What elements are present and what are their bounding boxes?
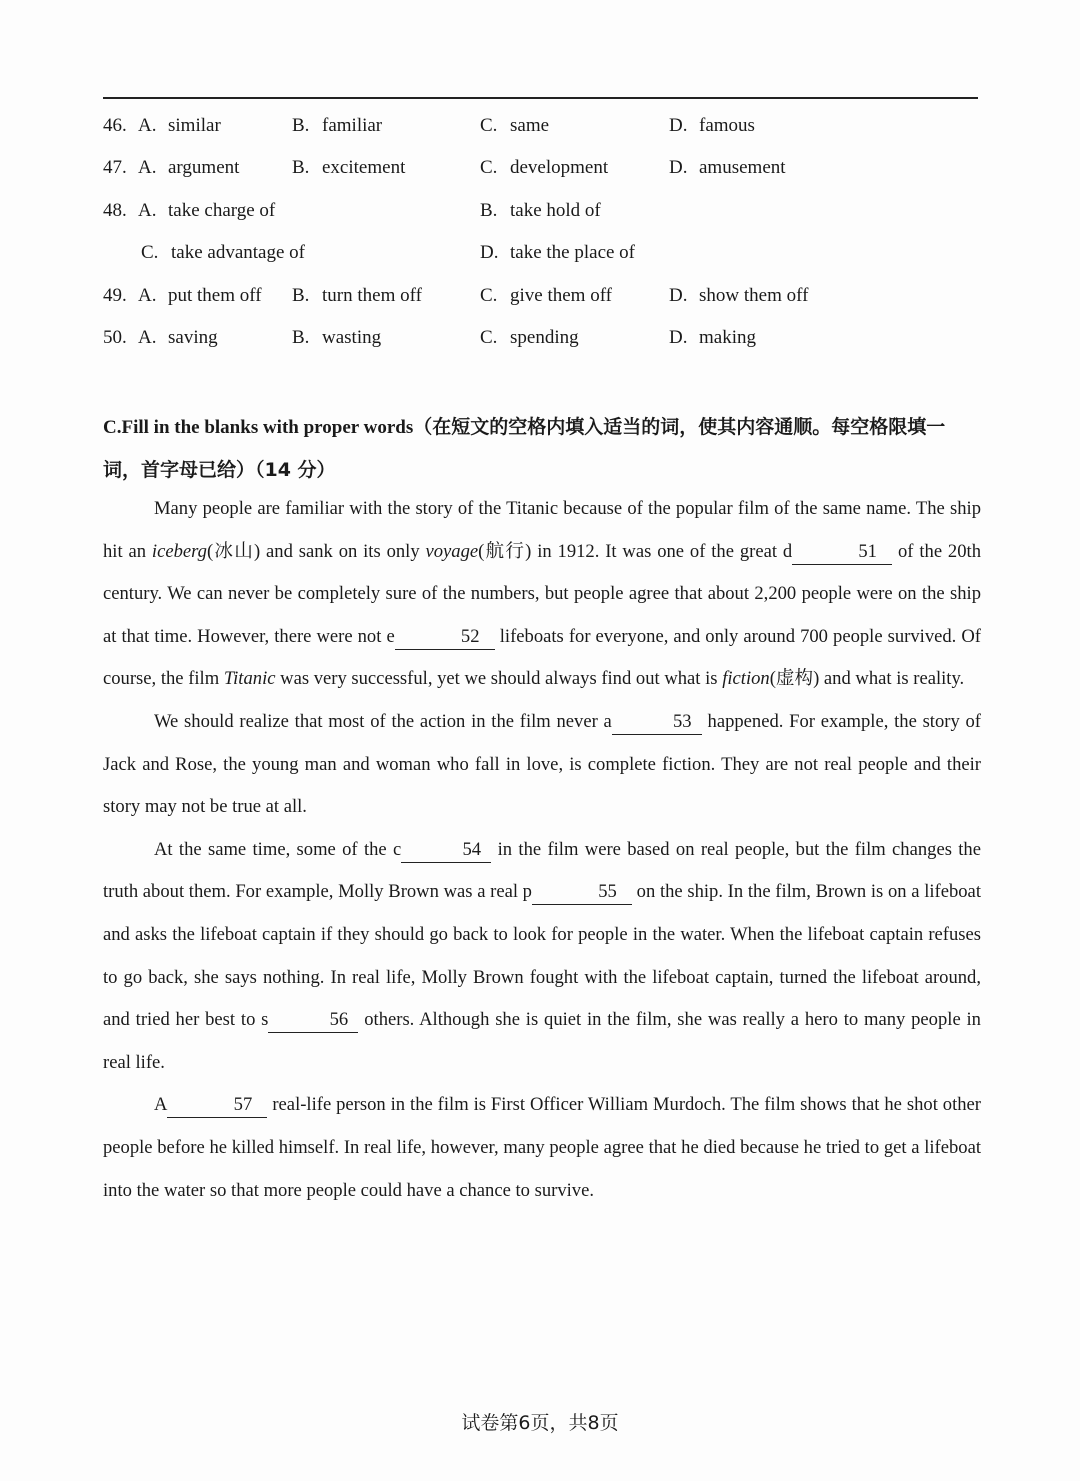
option-a[interactable]: A. saving — [138, 327, 218, 348]
option-d[interactable]: D. famous — [669, 115, 755, 136]
paragraph-4: A 57 real-life person in the film is First Officer William Murdoch. The film shows that he shot other people before he killed himself. In real life, however, many people agree that he died because he tried to get a lifeboat into the water so that more people could have a chance to survive. — [103, 1094, 981, 1201]
option-c[interactable]: C. take advantage of — [141, 242, 305, 263]
blank-54[interactable]: 54 — [401, 838, 491, 863]
top-divider — [103, 97, 978, 99]
blank-52[interactable]: 52 — [395, 625, 495, 650]
option-b[interactable]: B. turn them off — [292, 285, 422, 306]
option-b[interactable]: B. take hold of — [480, 200, 601, 221]
question-number: 48. — [103, 200, 127, 221]
option-d[interactable]: D. show them off — [669, 285, 809, 306]
option-a[interactable]: A. take charge of — [138, 200, 276, 221]
question-number: 49. — [103, 285, 127, 306]
option-d[interactable]: D. take the place of — [480, 242, 636, 263]
option-c[interactable]: C. same — [480, 115, 550, 136]
question-number: 50. — [103, 327, 127, 348]
option-d[interactable]: D. making — [669, 327, 756, 348]
paragraph-1: Many people are familiar with the story of the Titanic because of the popular film of the same name. The ship hit an iceberg(冰山) and sank on its only voyage(航行) in 1912. It was one of the great d 51 of the 20th century. We can never be completely sure of the numbers, but people agree that about 2,200 people were on the ship at that time. However, there were not e 52 lifeboats for everyone, and only around 700 people survived. Of course, the film Titanic was very successful, yet we should always find out what is fiction(虚构) and what is reality. — [103, 498, 981, 690]
option-a[interactable]: A. similar — [138, 115, 221, 136]
section-title-english: C.Fill in the blanks with proper words — [103, 417, 414, 438]
question-number: 47. — [103, 157, 127, 178]
question-47 — [0, 153, 1080, 183]
cloze-passage — [103, 488, 981, 1212]
blank-57[interactable]: 57 — [167, 1093, 267, 1118]
blank-51[interactable]: 51 — [792, 540, 892, 565]
option-d[interactable]: D. amusement — [669, 157, 786, 178]
option-c[interactable]: C. spending — [480, 327, 579, 348]
option-a[interactable]: A. argument — [138, 157, 240, 178]
question-number: 46. — [103, 115, 127, 136]
question-49 — [0, 281, 1080, 311]
paragraph-3: At the same time, some of the c 54 in the film were based on real people, but the film changes the truth about them. For example, Molly Brown was a real p 55 on the ship. In the film, Brown is on a lifeboat and asks the lifeboat captain if they should go back to look for people in the water. When the lifeboat captain refuses to go back, she says nothing. In real life, Molly Brown fought with the lifeboat captain, turned the lifeboat around, and tried her best to s 56 others. Although she is quiet in the film, she was really a hero to many people in real life. — [103, 838, 981, 1073]
page-footer: 试卷第6页，共8页 — [461, 1412, 619, 1434]
option-b[interactable]: B. familiar — [292, 115, 383, 136]
paragraph-2: We should realize that most of the action in the film never a 53 happened. For example, the story of Jack and Rose, the young man and woman who fall in love, is complete fiction. They are not real people and their story may not be true at all. — [103, 710, 981, 818]
option-a[interactable]: A. put them off — [138, 285, 262, 306]
question-50 — [0, 323, 1080, 353]
blank-53[interactable]: 53 — [612, 710, 702, 735]
option-b[interactable]: B. excitement — [292, 157, 406, 178]
question-48-continued — [0, 238, 1080, 268]
section-heading — [103, 406, 983, 491]
section-title-chinese: （在短文的空格内填入适当的词，使其内容通顺。每空格限填一词，首字母已给）（14 分） — [103, 416, 946, 481]
question-48 — [0, 196, 1080, 226]
question-46 — [0, 111, 1080, 141]
blank-55[interactable]: 55 — [532, 880, 632, 905]
option-c[interactable]: C. give them off — [480, 285, 613, 306]
option-b[interactable]: B. wasting — [292, 327, 382, 348]
option-c[interactable]: C. development — [480, 157, 609, 178]
blank-56[interactable]: 56 — [268, 1008, 358, 1033]
